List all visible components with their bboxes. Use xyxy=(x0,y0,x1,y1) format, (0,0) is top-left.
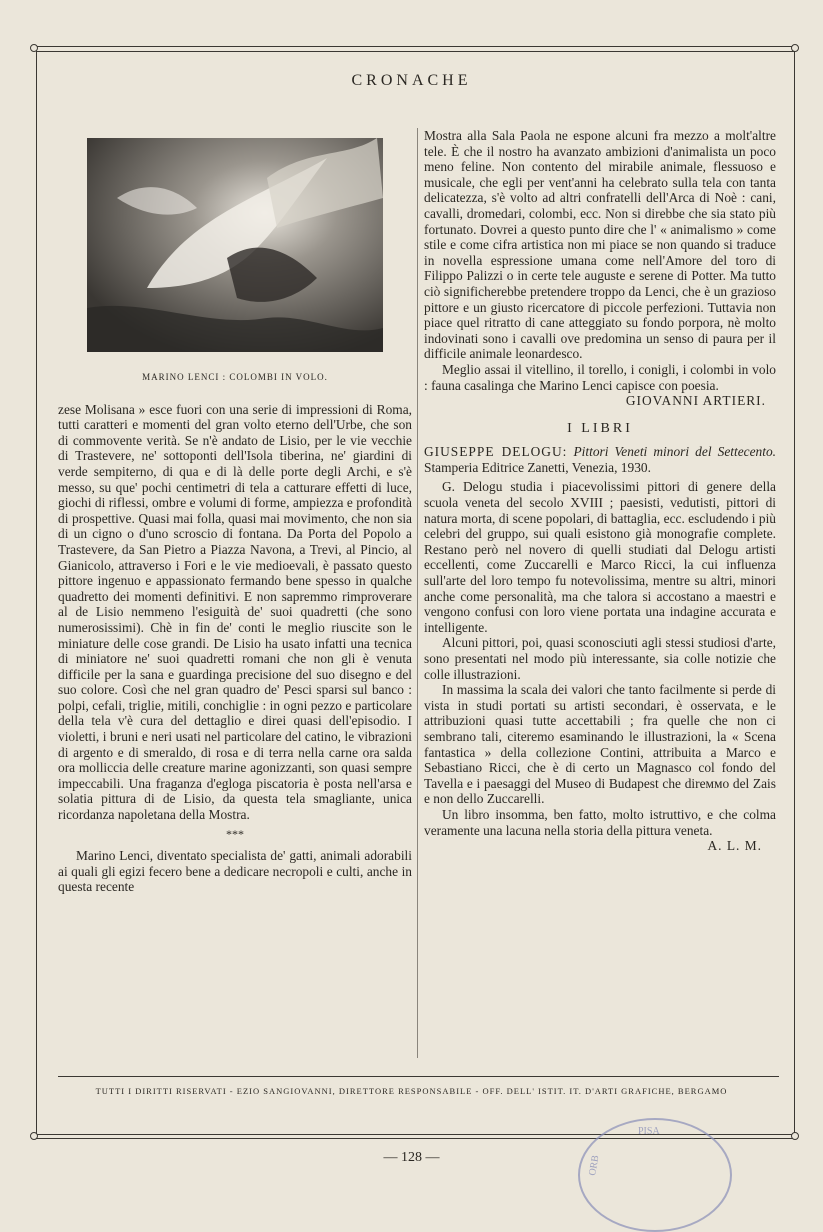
frame-ornament xyxy=(791,1132,799,1140)
right-column xyxy=(424,128,776,854)
page-header: CRONACHE xyxy=(351,72,472,89)
left-frame-line xyxy=(36,52,37,1138)
stamp-text: ORB xyxy=(587,1154,602,1177)
top-frame-rule xyxy=(36,46,795,47)
review-paragraph: In massima la scala dei valori che tanto facilmente si perde di vista in studi portati su artisti secondari, è osservata, e le attribuzioni quasi tutte accettabili ; fra quelle che non ci sembrano tali, citeremo esaminando le illustrazioni, la « Scena fantastica » della collezione Contini, attribuita a Marco e Sebastiano Ricci, che è di certo un Magnasco col fondo del Tavella e i paesaggi del Museo di Budapest che direммо del Zais e non dello Zuccarelli. xyxy=(424,682,776,807)
book-title: Pittori Veneti minori del Settecento. xyxy=(573,444,777,460)
stamp-text: PISA xyxy=(638,1126,660,1137)
review-paragraph: Alcuni pittori, poi, quasi sconosciuti agli stessi studiosi d'arte, sono presentati nel modo più interessante, sia colle notizie che colle illustrazioni. xyxy=(424,635,776,682)
top-frame-rule-inner xyxy=(36,51,795,52)
column-divider xyxy=(417,128,418,1058)
footer-rule xyxy=(58,1076,779,1077)
book-publisher: Stamperia Editrice Zanetti, Venezia, 1930. xyxy=(424,459,651,475)
frame-ornament xyxy=(791,44,799,52)
right-frame-line xyxy=(794,52,795,1138)
book-author: GIUSEPPE DELOGU: xyxy=(424,444,568,460)
frame-ornament xyxy=(30,44,38,52)
page-number: — 128 — xyxy=(383,1150,440,1165)
section-separator: *** xyxy=(226,826,244,841)
author-signature: GIOVANNI ARTIERI. xyxy=(625,393,766,409)
frame-ornament xyxy=(30,1132,38,1140)
review-signature: A. L. M. xyxy=(707,838,762,854)
figure-caption: MARINO LENCI : COLOMBI IN VOLO. xyxy=(142,372,328,382)
article-paragraph: Meglio assai il vitellino, il torello, i conigli, i colombi in volo : fauna casalinga che Marino Lenci capisce con poesia. xyxy=(424,361,776,393)
article-paragraph: Marino Lenci, diventato specialista de' gatti, animali adorabili ai quali gli egizi fecero bene a dedicare necropoli e culti, anche in questa recente xyxy=(58,848,412,895)
book-reference xyxy=(424,444,776,475)
review-paragraph: G. Delogu studia i piacevolissimi pittori di genere della scuola veneta del secolo XVIII ; paesisti, vedutisti, pittori di natura morta, di scene popolari, di battaglia, ecc. escludendo i più celebri del gruppo, sui quali esistono già monografie complete. Restano però nel novero di quelli studiati dal Delogu artisti eccellenti, come Zuccarelli e Marco Ricci, la cui influenza sull'arte del loro tempo fu notevolissima, mentre su altri, minori anche come personalità, ma che talora si accostano a maestri e vengono confusi con loro viene portata una indagine accurata e intelligente. xyxy=(424,479,776,635)
article-paragraph: zese Molisana » esce fuori con una serie di impressioni di Roma, tutti caratteri e momenti del gran volto eterno dell'Urbe, che son di commovente verità. Se n'è andato de Lisio, per le vie vecchie di Trastevere, ne' sottoponti dell'Isola tiberina, ne' giardini di verde sempiterno, di qua e di là delle porte degli Archi, e s'è messo, su que' pochi centimetri di tela a catturare effetti di luce, giochi di riflessi, ombre e volumi di forme, ampiezza e profondità di prospettive. Quasi mai folla, quasi mai movimento, che non sia di un cigno o d'uno scroscio di fontana. Da Porta del Popolo a Trastevere, da San Pietro a Piazza Navona, a Trevi, al Pincio, al Gianicolo, attraverso i Fori e le vie medioevali, è passato questo pittore ingenuo e appassionato fermando bene spesso in qualche quadretto dei momenti definitivi. E non sapremmo rimproverare al de Lisio nemmeno l'esiguità de' suoi quadretti (che sono numerosissimi). Chè in fin de' conti le meglio riuscite son le miniature delle cose grandi. De Lisio ha usato infatti una tecnica di miniatore ne' suoi quadretti romani che non gli è venuta difficile per la sana e guardinga precisione del suo disegno e del suo colore. Così che nel gran quadro de' Pesci sparsi sul banco : polpi, cefali, triglie, mitili, conchiglie : in ogni pezzo e particolare della tela v'è cura del dettaglio e direi quasi dell'episodio. I violetti, i bruni e neri usati nel particolare del catino, le vibrazioni di argento e di smeraldo, di rosa e di terra nella carne ora salda ora molliccia delle creature marine agonizzanti, son quasi sempre impeccabili. Una fraganza d'egloga piscatoria è posta nell'arsa e solatia pittura di de Lisio, da questa tela smagliante, unica ricordanza napoletana della Mostra. xyxy=(58,401,412,823)
rights-notice: TUTTI I DIRITTI RISERVATI - EZIO SANGIOVANNI, DIRETTORE RESPONSABILE - OFF. DELL' ISTIT. IT. D'ARTI GRAFICHE, BERGAMO xyxy=(95,1086,728,1096)
library-stamp xyxy=(578,1118,732,1232)
artwork-photo-colombi-in-volo xyxy=(87,138,383,352)
article-paragraph: Mostra alla Sala Paola ne espone alcuni fra mezzo a molt'altre tele. È che il nostro ha avanzato ambizioni d'animalista un poco meno feline. Non contento del mirabile animale, flessuoso e musicale, che egli per vent'anni ha celebrato sulla tela con tanta delicatezza, s'è volto ad altri confratelli dell'Arca di Noè : cani, cavalli, dromedari, colombi, ecc. Non si direbbe che sia stato più fortunato. Dovrei a questo punto dire che l' « animalismo » come stile e come cifra artistica non mi piace se non quando si traduce in novella espressione umana come nell'Amore del toro di Filippo Palizzi o in certe tele auguste e serene di Potter. Ma tutto ciò significherebbe pretendere troppo da Lenci, che è un grazioso pittore e un giusto ricercatore di piccole perfezioni. Tuttavia non piace quel ritratto di cane atteggiato su fondo porpora, nè molto indovinati sono i cavalli ove predomina un senso di paura per il difficile animale leonardesco. xyxy=(424,128,776,362)
left-column xyxy=(58,128,412,895)
section-title: I LIBRI xyxy=(567,420,633,436)
doves-in-flight-image xyxy=(87,138,383,352)
review-paragraph: Un libro insomma, ben fatto, molto istruttivo, e che colma veramente una lacuna nella storia della pittura veneta. xyxy=(424,806,776,838)
